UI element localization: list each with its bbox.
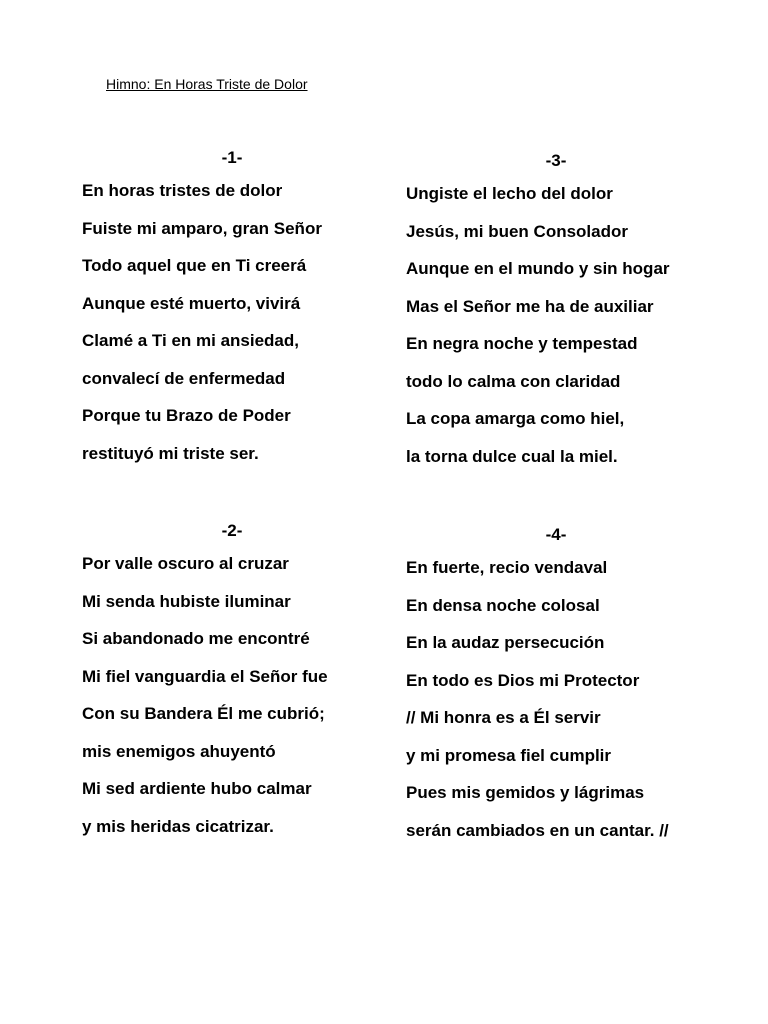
verse-line: Jesús, mi buen Consolador: [406, 221, 628, 241]
verse-line: Mi senda hubiste iluminar: [82, 591, 291, 611]
verse-line: Porque tu Brazo de Poder: [82, 406, 291, 425]
verse-line: Fuiste mi amparo, gran Señor: [82, 218, 322, 238]
verse-line: Ungiste el lecho del dolor: [406, 184, 613, 203]
verse-line: Todo aquel que en Ti creerá: [82, 256, 307, 275]
verse-line: todo lo calma con claridad: [406, 371, 621, 391]
verse-line: Mi fiel vanguardia el Señor fue: [82, 666, 328, 686]
stanza-number: -3-: [545, 151, 567, 170]
verse-line: Aunque en el mundo y sin hogar: [406, 259, 670, 278]
verse-line: Mi sed ardiente hubo calmar: [82, 779, 312, 798]
verse-line: En negra noche y tempestad: [406, 334, 638, 353]
verse-line: Mas el Señor me ha de auxiliar: [406, 296, 654, 316]
verse-line: Con su Bandera Él me cubrió;: [82, 704, 325, 723]
verse-line: y mi promesa fiel cumplir: [406, 745, 612, 765]
hymn-title: Himno: En Horas Triste de Dolor: [106, 76, 308, 92]
verse-line: la torna dulce cual la miel.: [406, 446, 618, 466]
verse-line: serán cambiados en un cantar. //: [406, 820, 669, 840]
verse-line: mis enemigos ahuyentó: [82, 741, 276, 761]
verse-line: En horas tristes de dolor: [82, 181, 283, 200]
stanza-number: -2-: [221, 521, 243, 540]
verse-line: En densa noche colosal: [406, 595, 600, 615]
verse-line: Si abandonado me encontré: [82, 629, 310, 648]
verse-line: En todo es Dios mi Protector: [406, 670, 640, 690]
verse-line: Clamé a Ti en mi ansiedad,: [82, 331, 299, 350]
verse-line: Por valle oscuro al cruzar: [82, 554, 289, 573]
stanza-2: [82, 517, 382, 845]
stanza-number: -1-: [221, 148, 243, 167]
verse-line: En fuerte, recio vendaval: [406, 558, 608, 577]
stanza-3: [406, 147, 706, 475]
verse-line: convalecí de enfermedad: [82, 368, 286, 388]
verse-line: Pues mis gemidos y lágrimas: [406, 783, 645, 802]
verse-line: y mis heridas cicatrizar.: [82, 816, 274, 836]
verse-line: En la audaz persecución: [406, 633, 605, 652]
stanza-4: [406, 521, 706, 849]
stanza-number: -4-: [545, 525, 567, 544]
verse-line: // Mi honra es a Él servir: [406, 708, 601, 727]
verse-line: La copa amarga como hiel,: [406, 409, 625, 428]
verse-line: restituyó mi triste ser.: [82, 443, 259, 463]
verse-line: Aunque esté muerto, vivirá: [82, 293, 301, 313]
stanza-1: [82, 144, 382, 472]
